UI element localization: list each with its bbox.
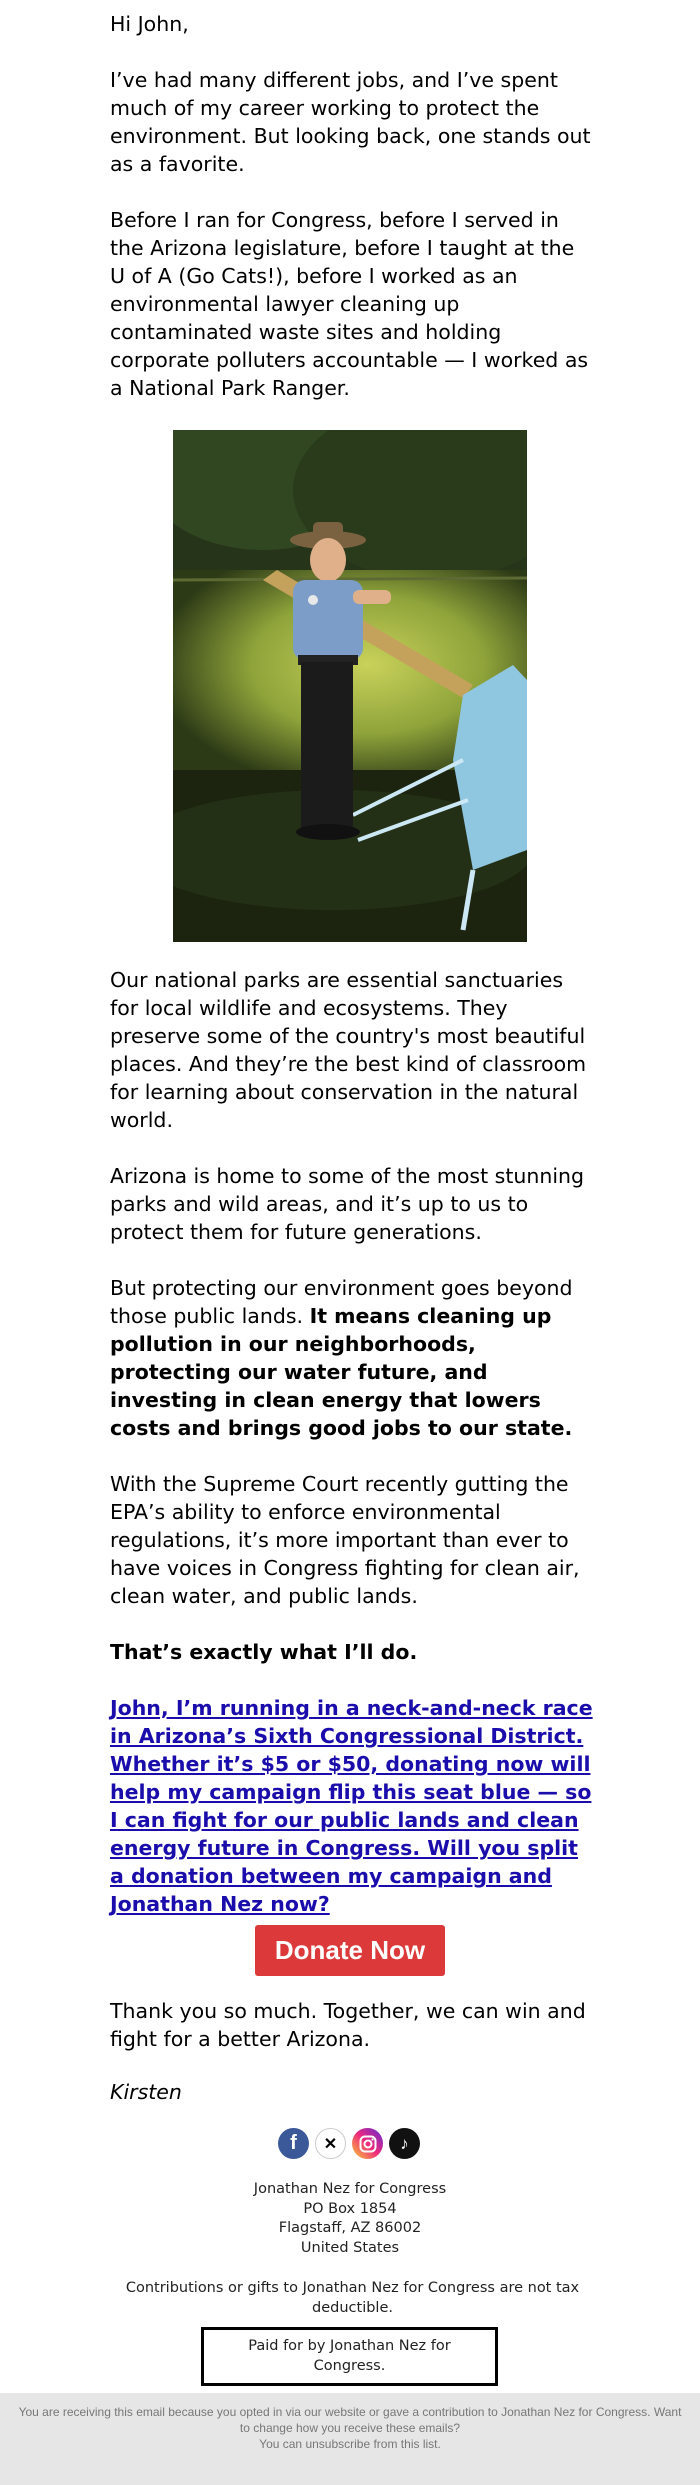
tax-disclaimer: Contributions or gifts to Jonathan Nez for Congress are not tax deductible. — [125, 2280, 580, 2316]
commitment-bold: That’s exactly what I’ll do. — [110, 1640, 418, 1664]
signature: Kirsten — [110, 2080, 182, 2104]
facebook-icon[interactable]: f — [278, 2128, 309, 2159]
paragraph-environment-bold: It means cleaning up pollution in our neighborhoods, protecting our water future, and investing in clean energy that lowers costs and brings good jobs to our state. — [110, 1304, 573, 1440]
mailing-address — [0, 2180, 700, 2258]
paragraph-parks: Our national parks are essential sanctuaries for local wildlife and ecosystems. They preserve some of the country's most beautiful places. And they’re the best kind of classroom for learning about conservation in the natural world. — [110, 968, 587, 1132]
address-org: Jonathan Nez for Congress — [253, 2181, 447, 2197]
instagram-icon[interactable] — [352, 2128, 383, 2159]
address-country: United States — [300, 2239, 400, 2256]
cta-paragraph — [110, 1694, 595, 1918]
address-city: Flagstaff, AZ 86002 — [278, 2220, 422, 2236]
footer-text — [0, 2404, 700, 2452]
email-body — [110, 10, 595, 1946]
paragraph-environment — [110, 1274, 595, 1442]
thank-you-text: Thank you so much. Together, we can win and fight for a better Arizona. — [110, 1999, 586, 2051]
paragraph-intro: I’ve had many different jobs, and I’ve spent much of my career working to protect the environment. But looking back, one stands out as a favorite. — [110, 68, 591, 176]
paid-for-by-text: Paid for by Jonathan Nez for Congress. — [248, 2338, 451, 2374]
tiktok-icon[interactable]: ♪ — [389, 2128, 420, 2159]
paragraph-arizona: Arizona is home to some of the most stunning parks and wild areas, and it’s up to us to protect them for future generations. — [110, 1164, 585, 1244]
paragraph-background: Before I ran for Congress, before I served in the Arizona legislature, before I taught at the U of A (Go Cats!), before I worked as an environmental lawyer cleaning up contaminated waste sites and holding corporate polluters accountable — I worked as a National Park Ranger. — [110, 208, 589, 400]
x-icon[interactable]: ✕ — [315, 2128, 346, 2159]
paragraph-environment-plain: But protecting our environment goes beyond those public lands. — [110, 1276, 573, 1328]
social-links — [278, 2128, 420, 2159]
footer-notice: You are receiving this email because you opted in via our website or gave a contribution to Jonathan Nez for Congress. Want to change how you receive these emails? — [18, 2405, 682, 2435]
donation-link[interactable]: John, I’m running in a neck-and-neck race in Arizona’s Sixth Congressional District. Whether it’s $5 or $50, donating now will help my campaign flip this seat blue — so I can fight for our public lands and clean energy future in Congress. Will you split a donation between my campaign and Jonathan Nez now? — [110, 1696, 593, 1916]
paragraph-commitment — [110, 1638, 595, 1666]
donate-now-button[interactable]: Donate Now — [255, 1925, 445, 1976]
unsubscribe-link[interactable]: You can unsubscribe from this list. — [259, 2437, 441, 2451]
paragraph-supreme-court: With the Supreme Court recently gutting the EPA’s ability to enforce environmental regulations, it’s more important than ever to have voices in Congress fighting for clean air, clean water, and public lands. — [110, 1472, 580, 1608]
address-box: PO Box 1854 — [303, 2200, 397, 2217]
greeting: Hi John, — [110, 12, 189, 36]
paid-for-by-box — [201, 2327, 498, 2386]
park-ranger-photo — [173, 430, 527, 942]
